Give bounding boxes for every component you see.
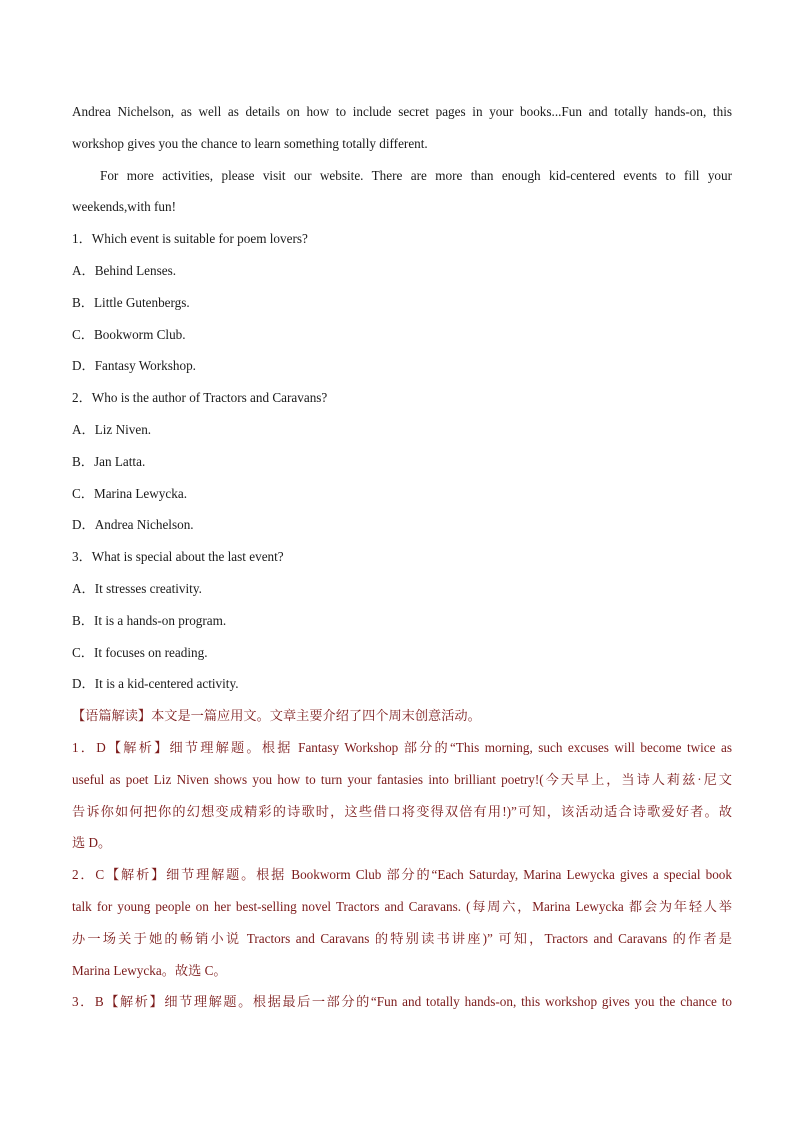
option-a: A．Liz Niven.	[72, 421, 152, 437]
question-stem: 2．Who is the author of Tractors and Caravans?	[72, 390, 328, 406]
question-1	[72, 223, 732, 382]
question-stem: 3．What is special about the last event?	[72, 549, 284, 565]
option-b: B．Little Gutenbergs.	[72, 294, 190, 310]
option-c: C．Marina Lewycka.	[72, 485, 187, 501]
passage-line: Andrea Nichelson, as well as details on how to include secret pages in your books...Fun and totally hands-on, this	[72, 104, 732, 119]
question-3	[72, 541, 732, 700]
option-d: D．Andrea Nichelson.	[72, 517, 194, 533]
analysis-section	[72, 700, 732, 1018]
answer-3-explanation	[72, 986, 732, 1018]
document-page	[72, 96, 732, 1018]
explanation-line: 选 D。	[72, 835, 112, 851]
explanation-line: 办一场关于她的畅销小说 Tractors and Caravans 的特别读书讲座)” 可知，Tractors and Caravans 的作者是	[72, 930, 732, 946]
passage-line: For more activities, please visit our website. There are more than enough kid-centered events to fill your	[100, 167, 732, 183]
explanation-line: talk for young people on her best-selling novel Tractors and Caravans. (每周六，Marina Lewycka 都会为年轻人举	[72, 898, 732, 914]
explanation-line: 2．C【解析】细节理解题。根据 Bookworm Club 部分的“Each Saturday, Marina Lewycka gives a special book	[72, 867, 732, 883]
option-a: A．It stresses creativity.	[72, 580, 202, 596]
option-d: D．It is a kid-centered activity.	[72, 676, 239, 692]
option-b: B．It is a hands-on program.	[72, 612, 227, 628]
explanation-line: 1．D【解析】细节理解题。根据 Fantasy Workshop 部分的“This morning, such excuses will become twice as	[72, 739, 732, 755]
option-b: B．Jan Latta.	[72, 453, 146, 469]
explanation-line: Marina Lewycka。故选 C。	[72, 962, 227, 978]
passage	[72, 96, 732, 223]
answer-1-explanation	[72, 732, 732, 859]
option-d: D．Fantasy Workshop.	[72, 358, 196, 374]
question-2	[72, 382, 732, 541]
answer-2-explanation	[72, 859, 732, 986]
option-c: C．Bookworm Club.	[72, 326, 186, 342]
option-a: A．Behind Lenses.	[72, 262, 177, 278]
explanation-line: 告诉你如何把你的幻想变成精彩的诗歌时，这些借口将变得双倍有用!)”可知，该活动适合诗歌爱好者。故	[72, 803, 732, 819]
option-c: C．It focuses on reading.	[72, 644, 208, 660]
analysis-summary: 【语篇解读】本文是一篇应用文。文章主要介绍了四个周末创意活动。	[72, 708, 481, 724]
explanation-line: useful as poet Liz Niven shows you how to turn your fantasies into brilliant poetry!(今天早上，当诗人莉兹·尼文	[72, 771, 732, 787]
question-stem: 1．Which event is suitable for poem lovers?	[72, 231, 308, 247]
passage-line: weekends,with fun!	[72, 199, 177, 215]
passage-line: workshop gives you the chance to learn something totally different.	[72, 135, 428, 151]
explanation-line: 3．B【解析】细节理解题。根据最后一部分的“Fun and totally hands-on, this workshop gives you the chance to	[72, 994, 732, 1010]
